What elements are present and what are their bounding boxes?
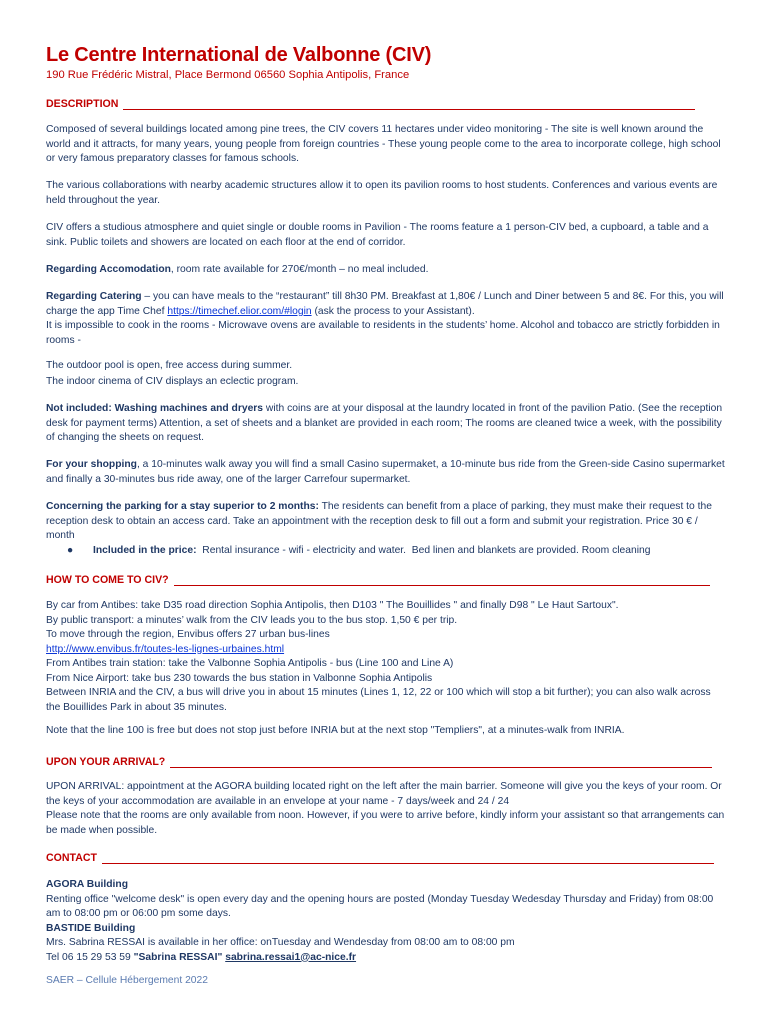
section-heading-contact: CONTACT [46, 852, 714, 864]
page-title: Le Centre International de Valbonne (CIV) [46, 44, 432, 66]
bullet-dot: ● [67, 545, 74, 556]
description-paragraph-1: Composed of several buildings located among pine trees, the CIV covers 11 hectares under video monitoring - The site is well known around the world and it attracts, for many years, young people from foreign countries - These young people come to the area to incorporate college, high school or very famous preparatory classes for famous schools. [46, 124, 721, 164]
cooking-note: It is impossible to cook in the rooms - Microwave ovens are available to residents in the students’ home. Alcohol and tobacco are strictly forbidden in rooms - [46, 320, 720, 346]
email-link[interactable]: sabrina.ressai1@ac-nice.fr [225, 951, 357, 963]
heading-rule [123, 109, 695, 110]
section-heading-arrival: UPON YOUR ARRIVAL? [46, 756, 712, 768]
heading-rule [174, 585, 710, 586]
not-included-paragraph: Not included: Washing machines and dryers with coins are at your disposal at the laundry located in front of the pavilion Patio. (See the reception desk for payment terms) Attention, a set of sheets and a blanket are provided in each room; The rooms are cleaned twice a week, with the possibility of changing the sheets on request. [46, 403, 723, 443]
section-heading-description: DESCRIPTION [46, 98, 695, 110]
line-100-note: Note that the line 100 is free but does not stop just before INRIA but at the next stop "Templiers", at a minutes-walk from INRIA. [46, 725, 625, 736]
how-to-come-body: By car from Antibes: take D35 road direction Sophia Antipolis, then D103 " The Bouillides " and finally D98 " Le Haut Sartoux". By public transport: a minutes’ walk from the CIV leads you to the bus stop. 1,50 € per trip. To move through the region, Envibus offers 27 urban bus-lines http://www.envibus.fr/toutes-les-lignes-urbaines.html From Antibes train station: take the Valbonne Sophia Antipolis - bus (Line 100 and Line A) From Nice Airport: take bus 230 towards the bus station in Valbonne Sophia Antipolis Between INRIA and the CIV, a bus will drive you in about 15 minutes (Lines 1, 12, 22 or 100 which will stop a bit further); you can also walk across the Bouillides Park in about 35 minutes. [46, 600, 711, 713]
arrival-paragraph: UPON ARRIVAL: appointment at the AGORA building located right on the left after the main barrier. Someone will give you the keys of your room. Or the keys of your accommodation are available in an envelope at your name - 7 days/week and 24 / 24 Please note that the rooms are only available from noon. However, if you were to arrive before, kindly inform your assistant so that arrangements can be made when possible. [46, 781, 725, 836]
agora-text: Renting office "welcome desk" is open every day and the opening hours are posted (Monday Tuesday Wedesday Thursday and Friday) from 08:00 am to 08:00 pm or 06:00 pm some days. [46, 893, 714, 919]
cinema-line: The indoor cinema of CIV displays an eclectic program. [46, 376, 299, 387]
accommodation-paragraph: Regarding Accomodation, room rate available for 270€/month – no meal included. [46, 264, 429, 275]
catering-paragraph: Regarding Catering – you can have meals to the “restaurant” till 8h30 PM. Breakfast at 1,80€ / Lunch and Diner between 5 and 8€. For this, you will charge the app Time Chef https://timechef.elior.com/#login (ask the process to your Assistant). It is impossible to cook in the rooms - Microwave ovens are available to residents in the students’ home. Alcohol and tobacco are strictly forbidden in rooms - [46, 291, 724, 346]
heading-rule [102, 863, 714, 864]
included-bullet: ● Included in the price: Rental insurance - wifi - electricity and water. Bed linen and blankets are provided. Room cleaning [71, 544, 650, 559]
description-paragraph-3: CIV offers a studious atmosphere and quiet single or double rooms in Pavilion - The rooms feature a 1 person-CIV bed, a cupboard, a table and a sink. Public toilets and showers are located on each floor at the end of corridor. [46, 222, 709, 248]
bastide-text: Mrs. Sabrina RESSAI is available in her office: onTuesday and Wendesday from 08:00 am to 08:00 pm [46, 937, 515, 948]
contact-body [46, 878, 726, 965]
description-paragraph-2: The various collaborations with nearby academic structures allow it to open its pavilion rooms to host students. Conferences and various events are held throughout the year. [46, 180, 718, 206]
address: 190 Rue Frédéric Mistral, Place Bermond 06560 Sophia Antipolis, France [46, 69, 410, 81]
envibus-link[interactable]: http://www.envibus.fr/toutes-les-lignes-urbaines.html [46, 643, 285, 655]
heading-rule [170, 767, 712, 768]
contact-name: "Sabrina RESSAI" [133, 951, 223, 963]
pool-line: The outdoor pool is open, free access during summer. [46, 360, 293, 371]
timechef-link[interactable]: https://timechef.elior.com/#login [167, 305, 312, 317]
shopping-paragraph: For your shopping, a 10-minutes walk away you will find a small Casino supermaket, a 10-minute bus ride from the Green-side Casino supermarket and finally a 30-minutes bus ride away, one of the larger Carrefour supermarket. [46, 459, 725, 485]
section-heading-how-to-come: HOW TO COME TO CIV? [46, 574, 710, 586]
parking-paragraph: Concerning the parking for a stay superior to 2 months: The residents can benefit from a place of parking, they must make their request to the reception desk to obtain an access card. Take an appointment with the reception desk to fill out a form and submit your registration. Price 30 € / month [46, 501, 712, 541]
footer: SAER – Cellule Hébergement 2022 [46, 975, 208, 986]
phone-number: Tel 06 15 29 53 59 [46, 951, 131, 963]
bastide-label: BASTIDE Building [46, 922, 136, 934]
contact-line [46, 951, 726, 966]
agora-label: AGORA Building [46, 879, 128, 890]
